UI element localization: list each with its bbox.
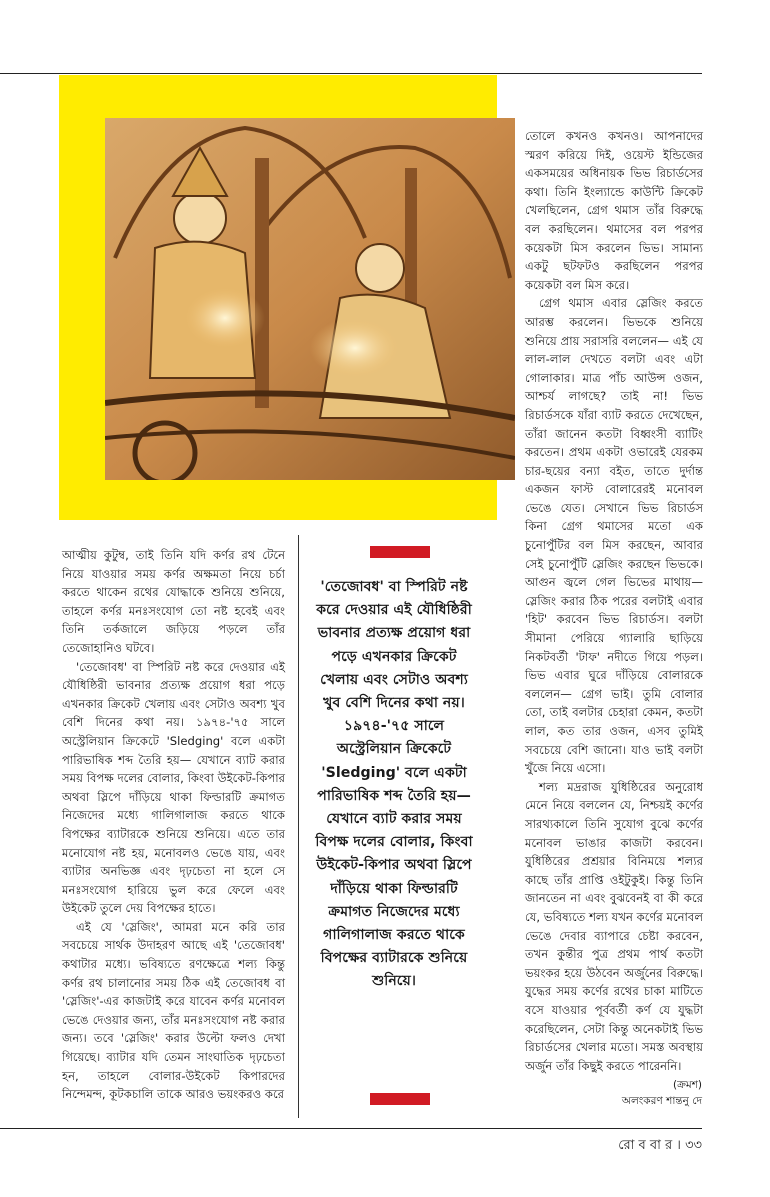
continued-label: (ক্রমশ) bbox=[672, 1079, 702, 1091]
chariot-illustration bbox=[105, 118, 515, 480]
page-folio: রো ব বা র । ৩৩ bbox=[618, 1138, 702, 1153]
pull-quote: 'তেজোবধ' বা স্পিরিট নষ্ট করে দেওয়ার এই যৌধিষ্ঠিরী ভাবনার প্রত্যক্ষ প্রয়োগ ধরা পড়ে এখনকার ক্রিকেট খেলায় এবং সেটাও অবশ্য খুব বেশি দিনের কথা নয়। ১৯৭৪-'৭৫ সালে অস্ট্রেলিয়ান ক্রিকেটে 'Sledging' বলে একটা পারিভাষিক শব্দ তৈরি হয়— যেখানে ব্যাট করার সময় বিপক্ষ দলের বোলার, কিংবা উইকেট-কিপার অথবা স্লিপে দাঁড়িয়ে থাকা ফিল্ডারটি ক্রমাগত নিজেদের মধ্যে গালিগালাজ করতে থাকে বিপক্ষের ব্যাটারকে শুনিয়ে শুনিয়ে। bbox=[315, 579, 473, 990]
paragraph: 'তেজোবধ' বা স্পিরিট নষ্ট করে দেওয়ার এই যৌধিষ্ঠিরী ভাবনার প্রত্যক্ষ প্রয়োগ ধরা পড়ে এখনকার ক্রিকেট খেলায় এবং সেটাও অবশ্য খুব বেশি দিনের কথা নয়। ১৯৭৪-'৭৫ সালে অস্ট্রেলিয়ান ক্রিকেটে 'Sledging' বলে একটা পারিভাষিক শব্দ তৈরি হয়— যেখানে ব্যাট করার সময় বিপক্ষ দলের বোলার, কিংবা উইকেট-কিপার অথবা স্লিপে দাঁড়িয়ে থাকা ফিল্ডারটি ক্রমাগত নিজেদের মধ্যে গালিগালাজ করতে থাকে বিপক্ষের ব্যাটারকে শুনিয়ে শুনিয়ে। এতে তার মনোযোগ নষ্ট হয়, মনোবলও ভেঙে যায়, এবং ব্যাটার অনভিজ্ঞ এবং দৃঢ়চেতা না হলে সে মনঃসংযোগ হারিয়ে ভুল করে ফেলে এবং উইকেট তুলে দেয় বিপক্ষের হাতে। bbox=[62, 659, 285, 916]
paragraph: তোলে কখনও কখনও। আপনাদের স্মরণ করিয়ে দিই, ওয়েস্ট ইন্ডিজের একসময়ের অধিনায়ক ভিভ রিচার্ডসের কথা। তিনি ইংল্যান্ডে কাউন্টি ক্রিকেট খেলছিলেন, গ্রেগ থমাস তাঁর বিরুদ্ধে বল করছিলেন। থমাসের বল পরপর কয়েকটা মিস করলেন ভিভ। সামান্য একটু ছটফটও করছিলেন পরপর কয়েকটা বল মিস করে। bbox=[525, 129, 703, 292]
paragraph: আত্মীয় কুটুম্ব, তাই তিনি যদি কর্ণর রথ টেনে নিয়ে যাওয়ার সময় কর্ণর অক্ষমতা নিয়ে চর্চা করতে থাকেন রথের যোদ্ধাকে শুনিয়ে শুনিয়ে, তাহলে কর্ণর মনঃসংযোগ তো নষ্ট হবেই এবং তিনি তর্কজালে জড়িয়ে পড়লে তাঁর তেজোহানিও ঘটবে। bbox=[62, 548, 285, 655]
top-rule bbox=[0, 73, 702, 74]
article-column-left bbox=[62, 546, 285, 1104]
article-column-right bbox=[525, 127, 703, 1075]
bottom-rule bbox=[0, 1128, 702, 1129]
pull-quote-top-bar bbox=[370, 546, 430, 558]
column-divider bbox=[298, 535, 299, 1118]
paragraph: গ্রেগ থমাস এবার স্লেজিং করতে আরম্ভ করলেন। ভিভকে শুনিয়ে শুনিয়ে প্রায় সরাসরি বললেন— এই যে লাল-লাল দেখতে বলটা এবং এটা গোলাকার। মাত্র পাঁচ আউন্স ওজন, আশ্চর্য লাগছে? তাই না! ভিভ রিচার্ডসকে যাঁরা ব্যাট করতে দেখেছেন, তাঁরা জানেন কতটা বিধ্বংসী ব্যাটিং করতেন। প্রথম একটা ওভারেই যেরকম চার-ছয়ের বন্যা বইত, তাতে দুর্দান্ত একজন ফাস্ট বোলারেরই মনোবল ভেঙে যেত। সেখানে ভিভ রিচার্ডস কিনা গ্রেগ থমাসের মতো এক চুনোপুঁটির বল মিস করছেন, আবার সেই চুনোপুঁটি স্লেজিং করছেন ভিভকে। আগুন জ্বলে গেল ভিভের মাথায়— স্লেজিং করার ঠিক পরের বলটাই এবার 'হিট' করবেন ভিভ রিচার্ডস। বলটা সীমানা পেরিয়ে গ্যালারি ছাড়িয়ে নিকটবর্তী 'টাফ' নদীতে গিয়ে পড়ল। ভিভ এবার ঘুরে দাঁড়িয়ে বোলারকে বললেন— গ্রেগ ভাই। তুমি বোলার তো, তাই বলটার চেহারা কেমন, কতটা লাল, কত তার ওজন, এসব তুমিই সবচেয়ে বেশি জানো। যাও ভাই বলটা খুঁজে নিয়ে এসো। bbox=[525, 296, 703, 776]
paragraph: এই যে 'স্লেজিং', আমরা মনে করি তার সবচেয়ে সার্থক উদাহরণ আছে এই 'তেজোবধ' কথাটার মধ্যে। ভবিষ্যতে রণক্ষেত্রে শল্য কিন্তু কর্ণর রথ চালানোর সময় ঠিক এই তেজোবধ বা 'স্লেজিং'-এর কাজটাই করে যাবেন কর্ণর মনোবল ভেঙে দেওয়ার জন্য, তাঁর মনঃসংযোগ নষ্ট করার জন্য। তবে 'স্লেজিং' করার উল্টো ফলও দেখা গিয়েছে। ব্যাটার যদি তেমন সাংঘাতিক দৃঢ়চেতা হন, তাহলে বোলার-উইকেট কিপারদের নিন্দেমন্দ, কূটকচালি তাকে আরও ভয়ংকরও করে bbox=[62, 919, 285, 1102]
illustration-credit: অলংকরণ শান্তনু দে bbox=[621, 1095, 702, 1107]
credits bbox=[622, 1077, 702, 1109]
paragraph: শল্য মদ্ররাজ যুধিষ্ঠিরের অনুরোধ মেনে নিয়ে বললেন যে, নিশ্চয়ই কর্ণের সারথ্যকালে তিনি সুযোগ বুঝে কর্ণের মনোবল ভাঙার কাজটা করবেন। যুধিষ্ঠিরের প্রশ্রয়ার বিনিময়ে শল্যর কাছে তাঁর প্রাপ্তি ওইটুকুই। কিন্তু তিনি জানতেন না এবং বুঝবেনই বা কী করে যে, ভবিষ্যতে শল্য যখন কর্ণের মনোবল ভেঙে দেবার ব্যাপারে চেষ্টা করবেন, তখন কুন্তীর পুত্র প্রথম পার্থ কতটা ভয়ংকর হয়ে উঠবেন অর্জুনের বিরুদ্ধে। যুদ্ধের সময় কর্ণের রথের চাকা মাটিতে বসে যাওয়ার পূর্ববর্তী কর্ণ যে যুদ্ধটা করেছিলেন, সেটা কিন্তু অনেকটাই ভিভ রিচার্ডসের খেলার মতো। সমস্ত অবস্থায় অর্জুন তাঁর কিছুই করতে পারেননি। bbox=[525, 779, 703, 1073]
pull-quote-bottom-bar bbox=[370, 1093, 430, 1105]
